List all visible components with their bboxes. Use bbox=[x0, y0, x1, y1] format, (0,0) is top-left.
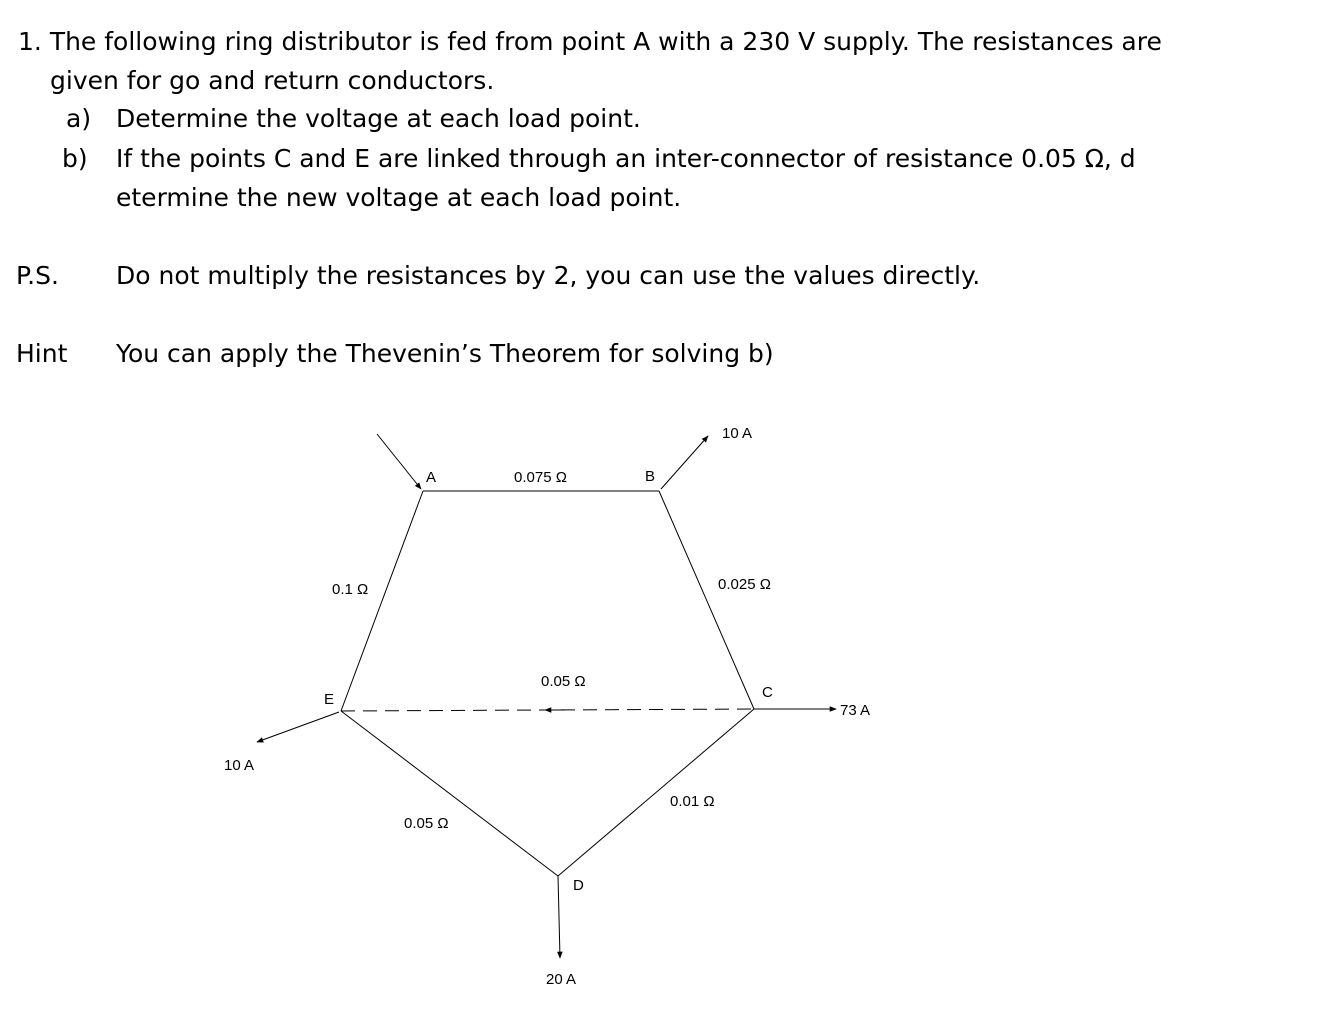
hint-text: You can apply the Thevenin’s Theorem for solving b) bbox=[116, 339, 774, 368]
node-b-label: B bbox=[645, 468, 656, 485]
load-arrow-e bbox=[257, 712, 339, 742]
conductor-cd bbox=[558, 709, 754, 876]
node-d-label: D bbox=[573, 877, 584, 894]
resistance-ce-label: 0.05 Ω bbox=[541, 673, 586, 690]
question-number: 1. bbox=[18, 27, 42, 56]
supply-arrow-a bbox=[377, 434, 421, 489]
question-text-line-1: The following ring distributor is fed from point A with a 230 V supply. The resistances are bbox=[49, 27, 1162, 56]
resistance-bc-label: 0.025 Ω bbox=[718, 576, 771, 593]
part-a-marker: a) bbox=[66, 104, 92, 133]
load-b-label: 10 A bbox=[722, 425, 753, 442]
hint-label: Hint bbox=[16, 339, 68, 368]
part-b-text-line-1: If the points C and E are linked through an inter-connector of resistance 0.05 Ω, d bbox=[116, 144, 1136, 173]
resistance-ab-label: 0.075 Ω bbox=[514, 469, 567, 486]
conductor-de bbox=[341, 711, 558, 876]
resistance-cd-label: 0.01 Ω bbox=[670, 793, 715, 810]
resistance-de-label: 0.05 Ω bbox=[404, 815, 449, 832]
part-a-text: Determine the voltage at each load point. bbox=[116, 104, 641, 133]
load-e-label: 10 A bbox=[224, 757, 255, 774]
part-b-marker: b) bbox=[62, 144, 88, 173]
node-c-label: C bbox=[762, 684, 773, 701]
load-arrow-d bbox=[558, 876, 560, 958]
node-a-label: A bbox=[426, 469, 437, 486]
question-text-line-2: given for go and return conductors. bbox=[50, 66, 495, 95]
part-b-text-line-2: etermine the new voltage at each load point. bbox=[116, 183, 682, 212]
ps-label: P.S. bbox=[16, 261, 59, 290]
conductor-bc bbox=[659, 491, 754, 709]
resistance-ea-label: 0.1 Ω bbox=[332, 581, 369, 598]
load-d-label: 20 A bbox=[546, 971, 577, 988]
ps-text: Do not multiply the resistances by 2, you can use the values directly. bbox=[116, 261, 981, 290]
load-c-label: 73 A bbox=[840, 702, 871, 719]
load-arrow-b bbox=[661, 436, 708, 489]
node-e-label: E bbox=[324, 691, 335, 708]
conductor-ea bbox=[341, 491, 423, 711]
